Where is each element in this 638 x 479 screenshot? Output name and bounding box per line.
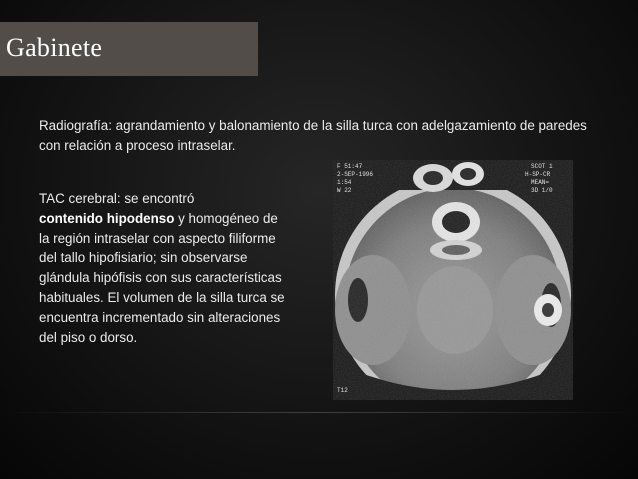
scan-text-tr-2: MEAN= bbox=[531, 179, 550, 186]
scan-text-tl-0: F 51:47 bbox=[337, 163, 363, 170]
title-bar bbox=[0, 22, 258, 76]
scan-text-tl-3: W 22 bbox=[337, 187, 352, 194]
tac-prefix: TAC cerebral: se encontró bbox=[39, 191, 195, 206]
scan-text-tr-0: SCOT 1 bbox=[531, 163, 553, 170]
scan-text-tl-1: 2-SEP-1996 bbox=[337, 171, 374, 178]
tac-bold: contenido hipodenso bbox=[39, 210, 175, 226]
radiografia-paragraph: Radiografía: agrandamiento y balonamiento de la silla turca con adelgazamiento de paredes con relación a proceso intraselar. bbox=[39, 118, 587, 153]
slide-title: Gabinete bbox=[6, 33, 103, 62]
tac-paragraph bbox=[39, 189, 289, 347]
bottom-divider bbox=[0, 412, 638, 413]
scan-text-tr-3: 3D 1/0 bbox=[531, 187, 553, 194]
ct-scan-image bbox=[333, 160, 573, 400]
scan-text-tr-1: H-SP-CR bbox=[525, 171, 551, 178]
ct-scan-svg bbox=[333, 160, 573, 400]
scan-text-tl-2: 1:54 bbox=[337, 179, 352, 186]
scan-text-bl-0: T12 bbox=[337, 387, 348, 394]
tac-suffix: y homogéneo de la región intraselar con aspecto filiforme del tallo hipofisiario; sin observarse glándula hipófisis con sus características habituales. El volumen de la silla turca se encuentra incrementado sin alteraciones del piso o dorso. bbox=[39, 210, 285, 345]
